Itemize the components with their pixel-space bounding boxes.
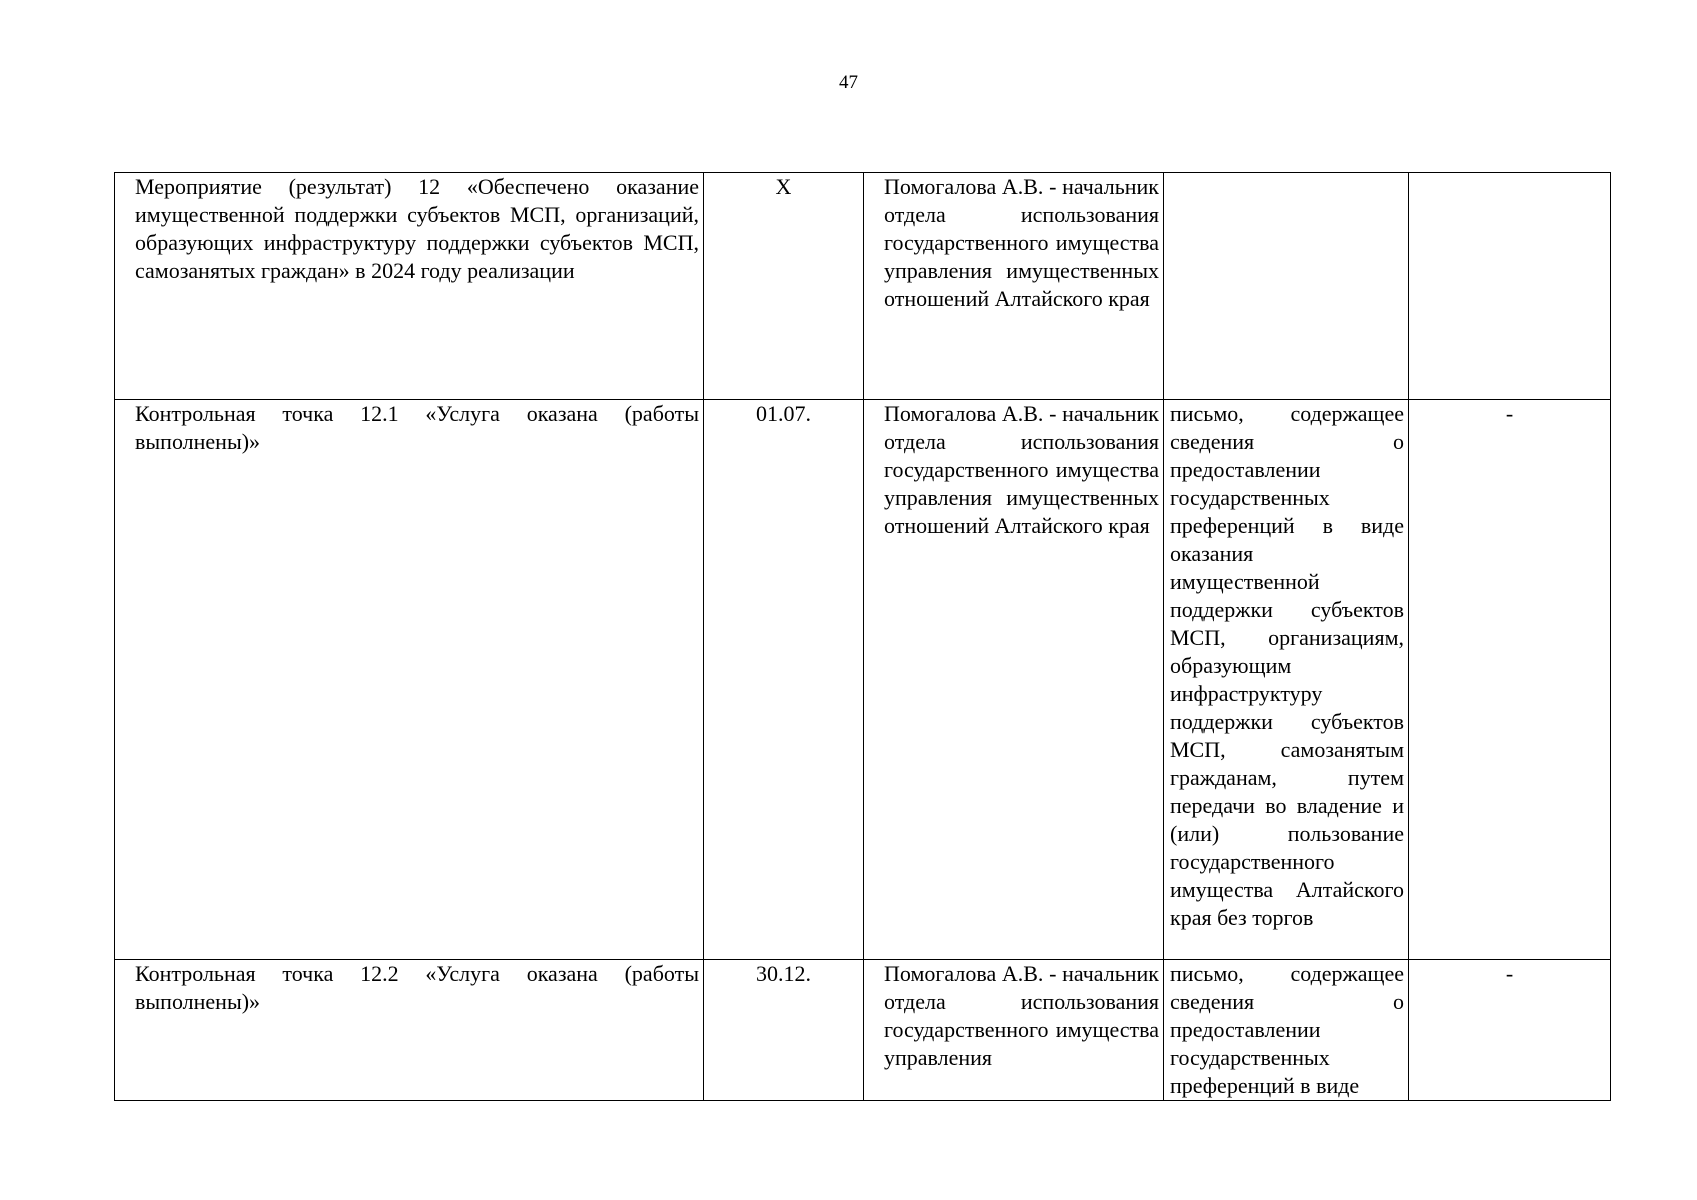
extra-cell (1409, 960, 1611, 1101)
table-row (115, 400, 1611, 960)
confirming-document: письмо, содержащее сведения о предоставлении государственных преференций в виде (1170, 961, 1404, 1098)
responsible-cell (864, 173, 1164, 400)
plan-table (114, 172, 1611, 1101)
event-name: Контрольная точка 12.1 «Услуга оказана (работы выполнены)» (135, 401, 699, 454)
date-cell (704, 173, 864, 400)
table-row (115, 960, 1611, 1101)
event-name-cell (115, 960, 704, 1101)
event-date: 01.07. (756, 401, 811, 426)
extra-cell (1409, 400, 1611, 960)
date-cell (704, 960, 864, 1101)
event-date: 30.12. (756, 961, 811, 986)
date-cell (704, 400, 864, 960)
document-cell (1164, 173, 1409, 400)
event-name: Контрольная точка 12.2 «Услуга оказана (работы выполнены)» (135, 961, 699, 1014)
responsible-person: Помогалова А.В. - начальник отдела использования государственного имущества управления (884, 961, 1159, 1070)
extra-value: - (1505, 401, 1514, 426)
page-number: 47 (839, 72, 858, 93)
document-cell (1164, 400, 1409, 960)
event-date: Х (775, 174, 792, 199)
responsible-person: Помогалова А.В. - начальник отдела использования государственного имущества управления имущественных отношений Алтайского края (884, 174, 1159, 311)
event-name-cell (115, 173, 704, 400)
document-cell (1164, 960, 1409, 1101)
responsible-cell (864, 960, 1164, 1101)
confirming-document: письмо, содержащее сведения о предоставлении государственных преференций в виде оказания имущественной поддержки субъектов МСП, организациям, образующим инфраструктуру поддержки субъектов МСП, самозанятым гражданам, путем передачи во владение и (или) пользование государственного имущества Алтайского края без торгов (1170, 401, 1404, 930)
event-name-cell (115, 400, 704, 960)
event-name: Мероприятие (результат) 12 «Обеспечено оказание имущественной поддержки субъектов МСП, организаций, образующих инфраструктуру поддержки субъектов МСП, самозанятых граждан» в 2024 году реализации (135, 174, 699, 283)
responsible-person: Помогалова А.В. - начальник отдела использования государственного имущества управления имущественных отношений Алтайского края (884, 401, 1159, 538)
extra-cell (1409, 173, 1611, 400)
table-row (115, 173, 1611, 400)
extra-value: - (1505, 961, 1514, 986)
responsible-cell (864, 400, 1164, 960)
